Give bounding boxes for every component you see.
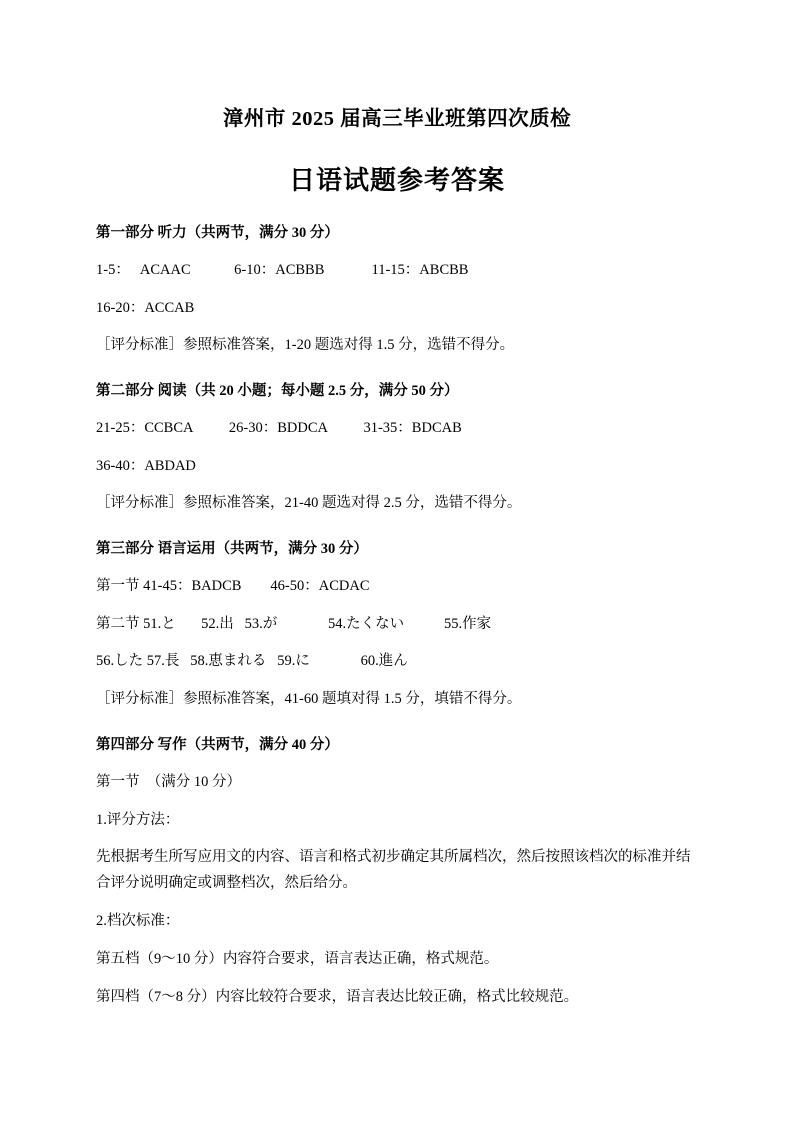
scoring-note: ［评分标准］参照标准答案，41-60 题填对得 1.5 分，填错不得分。	[96, 691, 522, 708]
section-heading-reading: 第二部分 阅读（共 20 小题；每小题 2.5 分，满分 50 分）	[96, 382, 459, 399]
answer-line: 第二节 51.と 52.出 53.が 54.たくない 55.作家	[96, 615, 492, 632]
page-title: 漳州市 2025 届高三毕业班第四次质检	[222, 108, 572, 130]
scoring-note: ［评分标准］参照标准答案，21-40 题选对得 2.5 分，选错不得分。	[96, 495, 522, 512]
scoring-method-label: 1.评分方法：	[96, 811, 180, 828]
answer-line: 第一节 41-45：BADCB 46-50：ACDAC	[96, 578, 370, 595]
answer-line: 1-5： ACAAC 6-10：ACBBB 11-15：ABCBB	[96, 261, 469, 278]
section-heading-language-use: 第三部分 语言运用（共两节，满分 30 分）	[96, 540, 368, 557]
answer-line: 36-40：ABDAD	[96, 457, 196, 474]
answer-line: 21-25：CCBCA 26-30：BDDCA 31-35：BDCAB	[96, 420, 462, 437]
band-criteria-label: 2.档次标准：	[96, 912, 180, 929]
scoring-note: ［评分标准］参照标准答案，1-20 题选对得 1.5 分，选错不得分。	[96, 337, 515, 354]
page-subtitle: 日语试题参考答案	[288, 165, 505, 195]
band-level-5: 第五档（9～10 分）内容符合要求，语言表达正确，格式规范。	[96, 950, 499, 967]
subsection-label: 第一节 （满分 10 分）	[96, 773, 241, 790]
scoring-method-text: 先根据考生所写应用文的内容、语言和格式初步确定其所属档次，然后按照该档次的标准并结合评分说明确定或调整档次，然后给分。	[96, 849, 691, 891]
answer-line: 56.した 57.長 58.恵まれる 59.に 60.進ん	[96, 653, 408, 670]
section-heading-writing: 第四部分 写作（共两节，满分 40 分）	[96, 736, 339, 753]
band-level-4: 第四档（7～8 分）内容比较符合要求，语言表达比较正确，格式比较规范。	[96, 988, 579, 1005]
answer-line: 16-20：ACCAB	[96, 299, 195, 316]
section-heading-listening: 第一部分 听力（共两节，满分 30 分）	[96, 224, 339, 241]
